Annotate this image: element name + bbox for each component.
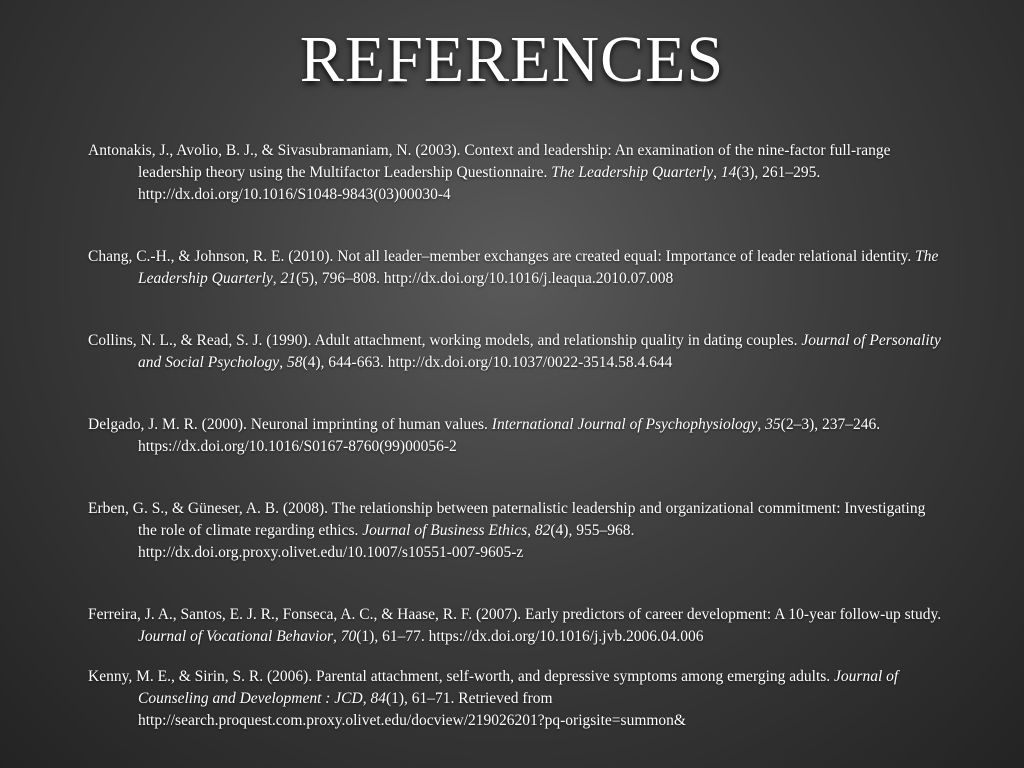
reference-journal: The Leadership Quarterly — [551, 164, 714, 181]
reference-details: (3), 261–295. http://dx.doi.org/10.1016/S1048-9843(03)00030-4 — [138, 164, 821, 203]
reference-details: (2–3), 237–246. https://dx.doi.org/10.1016/S0167-8760(99)00056-2 — [138, 416, 881, 455]
reference-separator: , — [713, 164, 721, 181]
reference-item — [88, 498, 943, 564]
reference-journal: Journal of Vocational Behavior — [138, 628, 334, 645]
reference-journal: International Journal of Psychophysiology — [491, 416, 758, 433]
slide-title: REFERENCES — [299, 23, 725, 96]
reference-item — [88, 666, 943, 732]
reference-volume: 82 — [534, 522, 551, 539]
reference-separator: , — [757, 416, 766, 433]
reference-volume: 84 — [370, 690, 386, 707]
reference-journal: Journal of Personality and Social Psychology — [138, 332, 941, 371]
reference-separator: , — [333, 628, 341, 645]
reference-text: Delgado, J. M. R. (2000). Neuronal imprinting of human values. — [88, 416, 492, 433]
reference-volume: 21 — [280, 270, 297, 287]
reference-journal: Journal of Business Ethics — [362, 522, 528, 539]
reference-item — [88, 140, 943, 206]
reference-volume: 14 — [720, 164, 737, 181]
reference-separator: , — [362, 690, 371, 707]
reference-details: (4), 644-663. http://dx.doi.org/10.1037/0022-3514.58.4.644 — [302, 354, 673, 371]
reference-text: Ferreira, J. A., Santos, E. J. R., Fonseca, A. C., & Haase, R. F. (2007). Early predictors of career development: A 10-year follow-up study. — [88, 606, 942, 623]
reference-text: Collins, N. L., & Read, S. J. (1990). Adult attachment, working models, and relationship quality in dating couples. — [88, 332, 802, 349]
reference-details: (4), 955–968. http://dx.doi.org.proxy.olivet.edu/10.1007/s10551-007-9605-z — [138, 522, 635, 561]
reference-volume: 35 — [765, 416, 781, 433]
reference-separator: , — [279, 354, 287, 371]
reference-item — [88, 414, 943, 458]
reference-list — [88, 140, 943, 732]
reference-separator: , — [527, 522, 535, 539]
reference-item — [88, 604, 943, 648]
reference-item — [88, 246, 943, 290]
reference-text: Kenny, M. E., & Sirin, S. R. (2006). Parental attachment, self-worth, and depressive symptoms among emerging adults. — [88, 668, 835, 685]
reference-volume: 58 — [286, 354, 303, 371]
reference-journal: The Leadership Quarterly — [138, 248, 939, 287]
reference-details: (1), 61–77. https://dx.doi.org/10.1016/j.jvb.2006.04.006 — [356, 628, 704, 645]
reference-journal: Journal of Counseling and Development : JCD — [138, 668, 899, 707]
reference-details: (5), 796–808. http://dx.doi.org/10.1016/j.leaqua.2010.07.008 — [296, 270, 674, 287]
reference-separator: , — [272, 270, 281, 287]
reference-text: Erben, G. S., & Güneser, A. B. (2008). The relationship between paternalistic leadership and organizational commitment: Investigating the role of climate regarding ethics. — [88, 500, 926, 539]
reference-text: Antonakis, J., Avolio, B. J., & Sivasubramaniam, N. (2003). Context and leadership: An examination of the nine-factor full-range leadership theory using the Multifactor Leadership Questionnaire. — [88, 142, 891, 181]
reference-details: (1), 61–71. Retrieved from http://search.proquest.com.proxy.olivet.edu/docview/219026201?pq-origsite=summon& — [138, 690, 686, 729]
reference-text: Chang, C.-H., & Johnson, R. E. (2010). Not all leader–member exchanges are created equal: Importance of leader relational identity. — [88, 248, 916, 265]
reference-volume: 70 — [340, 628, 357, 645]
reference-item — [88, 330, 943, 374]
